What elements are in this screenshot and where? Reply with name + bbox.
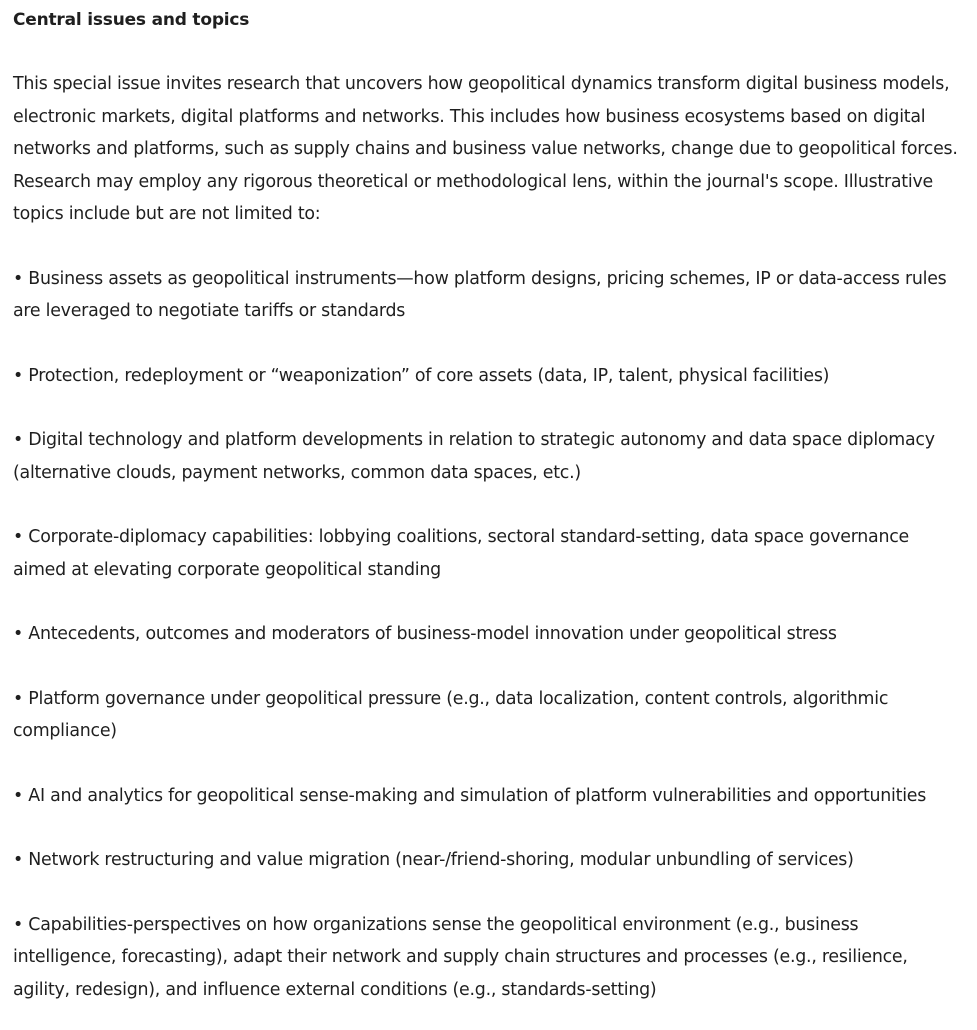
section-heading: Central issues and topics <box>13 10 250 30</box>
topic-text: Capabilities-perspectives on how organizations sense the geopolitical environment (e.g., business intelligence, forecasting), adapt their network and supply chain structures and processes (e.g., resilience, agility, redesign), and influence external conditions (e.g., standards-setting) <box>13 914 908 1000</box>
topic-item <box>13 521 964 586</box>
topic-item <box>13 424 964 489</box>
topic-item <box>13 844 964 877</box>
bullet-marker: • <box>13 914 24 935</box>
topic-item <box>13 683 964 748</box>
topic-item <box>13 909 964 1007</box>
topic-item <box>13 360 964 393</box>
topic-text: Corporate-diplomacy capabilities: lobbying coalitions, sectoral standard-setting, data space governance aimed at elevating corporate geopolitical standing <box>13 527 909 580</box>
topic-text: Antecedents, outcomes and moderators of business-model innovation under geopolitical stress <box>28 624 837 644</box>
bullet-marker: • <box>13 850 24 870</box>
topic-text: Protection, redeployment or “weaponization” of core assets (data, IP, talent, physical facilities) <box>28 365 830 386</box>
topic-item <box>13 618 964 651</box>
topic-text: Business assets as geopolitical instruments—how platform designs, pricing schemes, IP or data-access rules are leveraged to negotiate tariffs or standards <box>13 268 947 321</box>
bullet-marker: • <box>13 268 24 289</box>
bullet-marker: • <box>13 785 24 806</box>
topic-item <box>13 263 964 328</box>
bullet-marker: • <box>13 527 24 547</box>
topic-text: Digital technology and platform developments in relation to strategic autonomy and data space diplomacy (alternative clouds, payment networks, common data spaces, etc.) <box>13 430 935 483</box>
topic-text: Platform governance under geopolitical pressure (e.g., data localization, content controls, algorithmic compliance) <box>13 688 889 741</box>
bullet-marker: • <box>13 430 24 450</box>
bullet-marker: • <box>13 688 24 709</box>
bullet-marker: • <box>13 365 24 386</box>
intro-paragraph: This special issue invites research that uncovers how geopolitical dynamics transform digital business models, electronic markets, digital platforms and networks. This includes how business ecosystems based on digital networks and platforms, such as supply chains and business value networks, change due to geopolitical forces. Research may employ any rigorous theoretical or methodological lens, within the journal's scope. Illustrative topics include but are not limited to: <box>13 74 958 224</box>
topic-text: AI and analytics for geopolitical sense-making and simulation of platform vulnerabilities and opportunities <box>28 785 927 806</box>
topic-text: Network restructuring and value migration (near-/friend-shoring, modular unbundling of services) <box>28 850 854 870</box>
bullet-marker: • <box>13 624 24 644</box>
topic-item <box>13 780 964 813</box>
